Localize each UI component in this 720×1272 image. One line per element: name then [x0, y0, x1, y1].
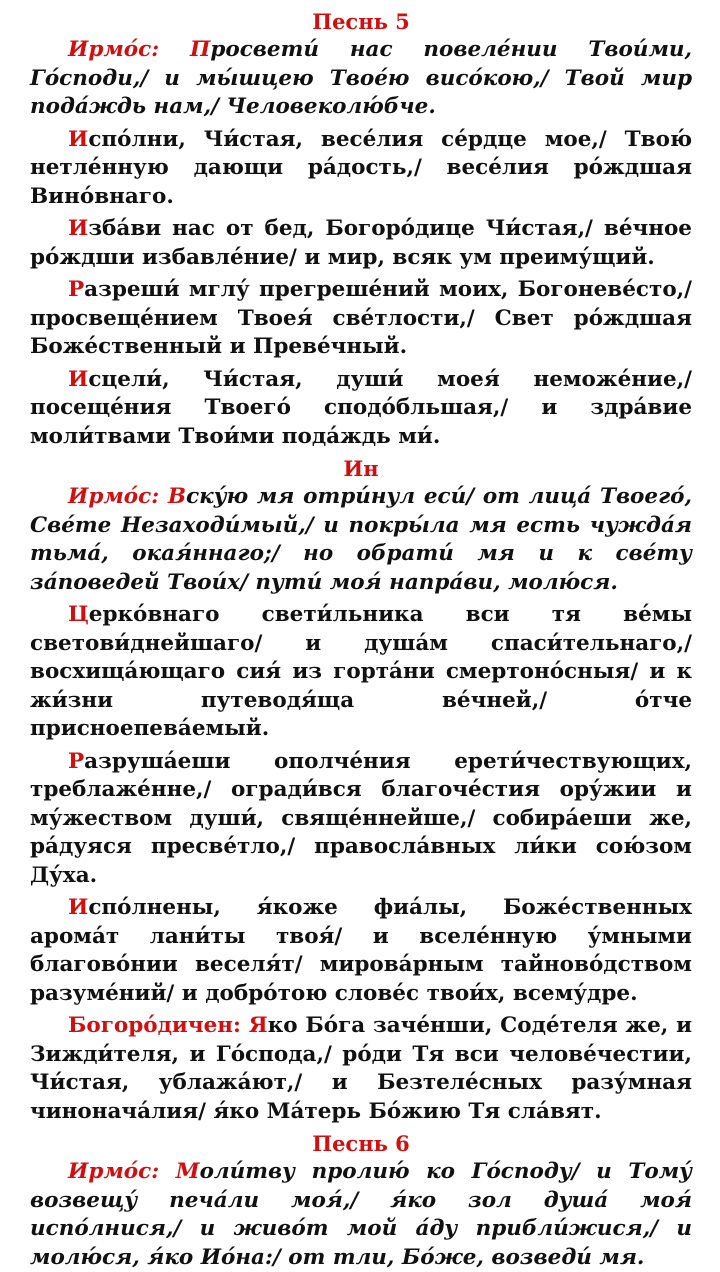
- song5-troparion-3: [30, 276, 692, 362]
- troparion-initial: И: [68, 126, 89, 152]
- song5-troparion-4: [30, 366, 692, 452]
- in-theotokion: [30, 1012, 692, 1126]
- troparion-initial: И: [68, 366, 89, 392]
- troparion-text: спо́лни, Чи́стая, весе́лия се́рдце мое,/ Твою́ нетле́нную дающи ра́дость,/ весе́лия ро́ждшая Вино́внаго.: [30, 126, 692, 209]
- song5-troparion-2: [30, 215, 692, 272]
- song5-irmos-text: росвети́ нас повеле́нии Твои́ми, Го́споди,/ и мы́шцею Твое́ю висо́кою,/ Твой мир пода́ждь нам,/ Человеколю́бче.: [30, 37, 692, 119]
- troparion-text: спо́лнены, я́коже фиа́лы, Боже́ственных арома́т лани́ты твоя́/ и вселе́нную у́мными благово́нии веселя́т/ мирова́рным тайново́дством разуме́ний/ и добро́тою слове́с твои́х, всему́дре.: [30, 895, 692, 1006]
- song6-irmos-label: Ирмо́с:: [68, 1159, 176, 1184]
- in-troparion-2: [30, 748, 692, 891]
- in-troparion-1: [30, 601, 692, 744]
- song5-irmos-initial: П: [190, 37, 211, 62]
- troparion-text: азреши́ мглу́ прегреше́ний моих, Богоневе́сто,/ просвеще́нием Твоея́ све́тлости,/ Свет ро́ждшая Боже́ственный и Преве́чный.: [30, 277, 692, 359]
- song6-irmos-text: оли́тву пролию́ ко Го́споду/ и Тому́ возвещу́ печа́ли моя́,/ я́ко зол душа́ моя́ испо́лнися,/ и живо́т мой а́ду прибли́жися,/ и молю́ся, я́ко Ио́на:/ от тли, Бо́же, возведи́ мя.: [30, 1159, 693, 1270]
- song5-irmos-label: Ирмо́с:: [68, 37, 191, 62]
- song6-heading: Песнь 6: [312, 1131, 410, 1156]
- troparion-initial: Р: [68, 277, 85, 302]
- in-troparion-3: [30, 894, 692, 1008]
- troparion-text: сцели́, Чи́стая, души́ моея́ неможе́ние,/ посеще́ния Твоего́ сподо́бльшая,/ и здра́вие моли́твами Твои́ми пода́ждь ми́.: [30, 366, 692, 449]
- song5-irmos: [30, 36, 692, 122]
- song6-irmos-initial: М: [175, 1159, 200, 1184]
- theotokion-initial: Я: [248, 1013, 268, 1038]
- troparion-text: азруша́еши ополче́ния ерети́чествующих, треблаже́нне,/ огради́вся благоче́стия ору́жии и му́жеством души́, свяще́ннейше,/ собира́еши же, ра́дуяся пресве́тло,/ правосла́вных ли́ки сою́зом Ду́ха.: [30, 748, 692, 888]
- in-irmos-initial: В: [167, 484, 187, 509]
- in-irmos-text: ску́ю мя отри́нул еси́/ от лица́ Твоего́, Све́те Незаходи́мый,/ и покры́ла мя есть чужда́я тьма́, окая́ннаго;/ но обрати́ мя и к све́ту за́поведей Твои́х/ пути́ моя́ напра́ви, молю́ся.: [30, 484, 693, 595]
- in-heading: Ин: [343, 456, 379, 481]
- troparion-initial: И: [68, 895, 89, 920]
- song5-heading: Песнь 5: [312, 9, 410, 34]
- song6-irmos: [30, 1158, 692, 1272]
- theotokion-text: ко Бо́га заче́нши, Соде́теля же, и Зижди́теля, и Го́спода,/ ро́ди Тя вси челове́честии, Чи́стая, ублажа́ют,/ и Безтеле́сных разу́мная чинонача́лия/ я́ко Ма́терь Бо́жию Тя сла́вят.: [30, 1013, 693, 1124]
- troparion-text: зба́ви нас от бед, Богоро́дице Чи́стая,/ ве́чное ро́ждши избавле́ние/ и мир, всяк ум преиму́щий.: [30, 216, 692, 270]
- troparion-initial: Ц: [68, 602, 89, 627]
- song5-troparion-1: [30, 126, 692, 212]
- troparion-initial: Р: [68, 748, 85, 774]
- in-irmos-label: Ирмо́с:: [68, 484, 168, 509]
- in-irmos: [30, 483, 692, 597]
- theotokion-label: Богоро́дичен:: [68, 1013, 249, 1038]
- troparion-initial: И: [68, 216, 89, 241]
- troparion-text: ерко́внаго свети́льника вси тя ве́мы светови́днейшаго/ и душа́м спаси́тельнаго,/ восхища́ющаго сия́ из горта́ни смертоно́сныя/ и к жи́зни путеводя́ща ве́чней,/ о́тче присноепева́емый.: [30, 602, 692, 741]
